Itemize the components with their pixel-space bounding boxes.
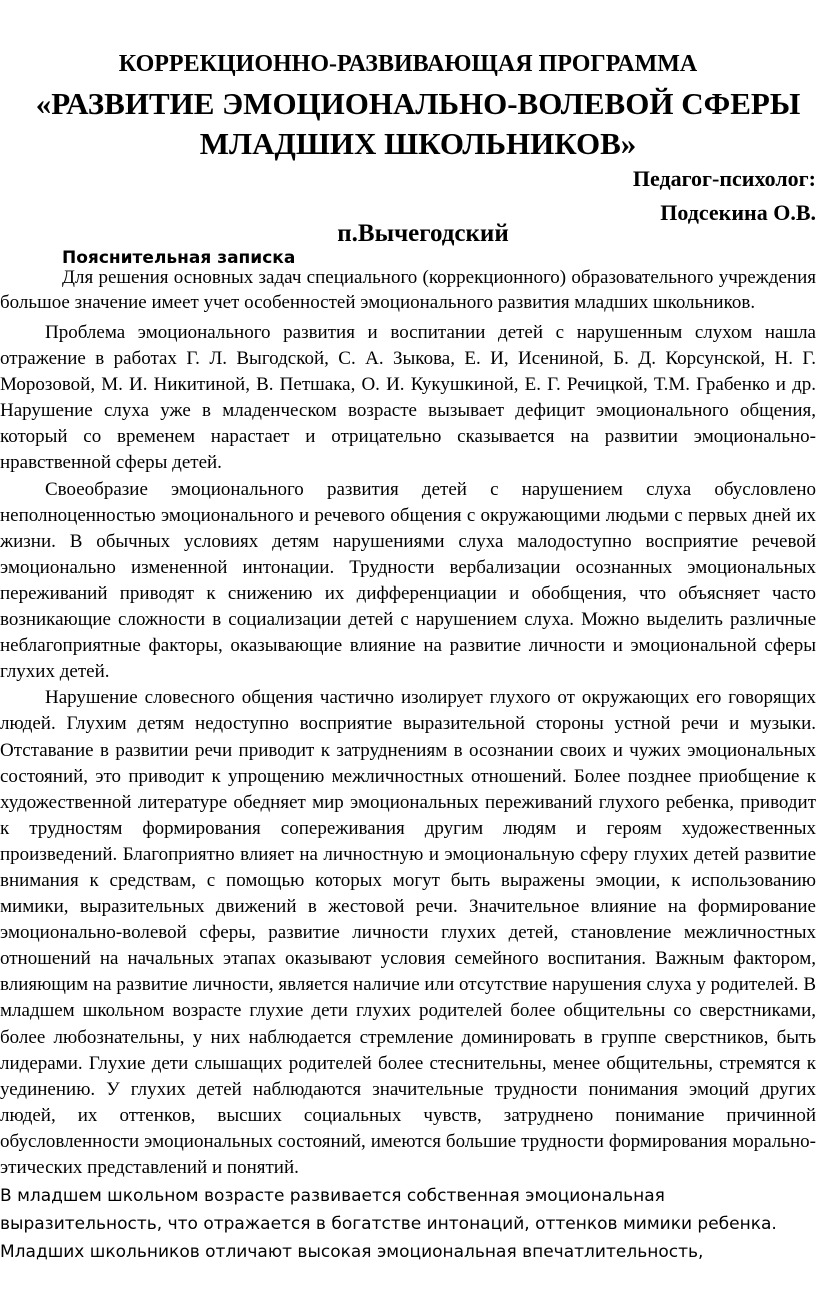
section-heading: Пояснительная записка bbox=[62, 248, 296, 268]
place-name: п.Вычегодский bbox=[337, 220, 509, 247]
program-name-title: «РАЗВИТИЕ ЭМОЦИОНАЛЬНО-ВОЛЕВОЙ СФЕРЫ МЛАДШИХ ШКОЛЬНИКОВ» bbox=[35, 86, 801, 161]
body-text bbox=[0, 266, 816, 1266]
paragraph: Своеобразие эмоционального развития детей с нарушением слуха обусловлено неполноценностью эмоционального и речевого общения с окружающими людьми с первых дней их жизни. В обычных условиях детям нарушениями слуха малодоступно восприятие речевой эмоционально измененной интонации. Трудности вербализации осознанных эмоциональных переживаний приводят к снижению их дифференциации и обобщения, что объясняет часто возникающие сложности в социализации детей с нарушением слуха. Можно выделить различные неблагоприятные факторы, оказывающие влияние на развитие личности и эмоциональной сферы глухих детей. bbox=[0, 478, 816, 683]
paragraph: Для решения основных задач специального (коррекционного) образовательного учреждения большое значение имеет учет особенностей эмоционального развития младших школьников. bbox=[0, 267, 816, 313]
program-type-title: КОРРЕКЦИОННО-РАЗВИВАЮЩАЯ ПРОГРАММА bbox=[118, 51, 698, 77]
paragraph: Проблема эмоционального развития и воспитании детей с нарушенным слухом нашла отражение в работах Г. Л. Выгодской, С. А. Зыкова, Е. И, Исениной, Б. Д. Корсунской, Н. Г. Морозовой, М. И. Никитиной, В. Петшака, О. И. Кукушкиной, Е. Г. Речицкой, Т.М. Грабенко и др. Нарушение слуха уже в младенческом возрасте вызывает дефицит эмоционального общения, который со временем нарастает и отрицательно сказывается на развитии эмоционально-нравственной сферы детей. bbox=[0, 322, 816, 474]
author-role: Педагог-психолог: bbox=[632, 166, 816, 191]
paragraph: Нарушение словесного общения частично изолирует глухого от окружающих его говорящих людей. Глухим детям недоступно восприятие выразительной стороны устной речи и музыки. Отставание в развитии речи приводит к затруднениям в осознании своих и чужих эмоциональных состояний, это приводит к упрощению межличностных отношений. Более позднее приобщение к художественной литературе обедняет мир эмоциональных переживаний глухого ребенка, приводит к трудностям формирования сопереживания другим людям и героям художественных произведений. Благоприятно влияет на личностную и эмоциональную сферу глухих детей развитие внимания к средствам, с помощью которых могут быть выражены эмоции, к использованию мимики, выразительных движений в жестовой речи. Значительное влияние на формирование эмоционально-волевой сферы, развитие личности глухих детей, становление межличностных отношений на начальных этапах оказывают условия семейного воспитания. Важным фактором, влияющим на развитие личности, является наличие или отсутствие нарушения слуха у родителей. В младшем школьном возрасте глухие дети глухих родителей более общительны со сверстниками, более любознательны, у них наблюдается стремление доминировать в группе сверстников, быть лидерами. Глухие дети слышащих родителей более стеснительны, менее общительны, стремятся к уединению. У глухих детей наблюдаются значительные трудности понимания эмоций других людей, их оттенков, высших социальных чувств, затруднено понимание причинной обусловленности эмоциональных состояний, имеются большие трудности формирования морально-этических представлений и понятий. bbox=[0, 687, 816, 1178]
paragraph: В младшем школьном возрасте развивается собственная эмоциональная выразительность, что отражается в богатстве интонаций, оттенков мимики ребенка. Младших школьников отличают высокая эмоциональная впечатлительность, bbox=[0, 1186, 777, 1263]
author-name: Подсекина О.В. bbox=[660, 200, 816, 225]
